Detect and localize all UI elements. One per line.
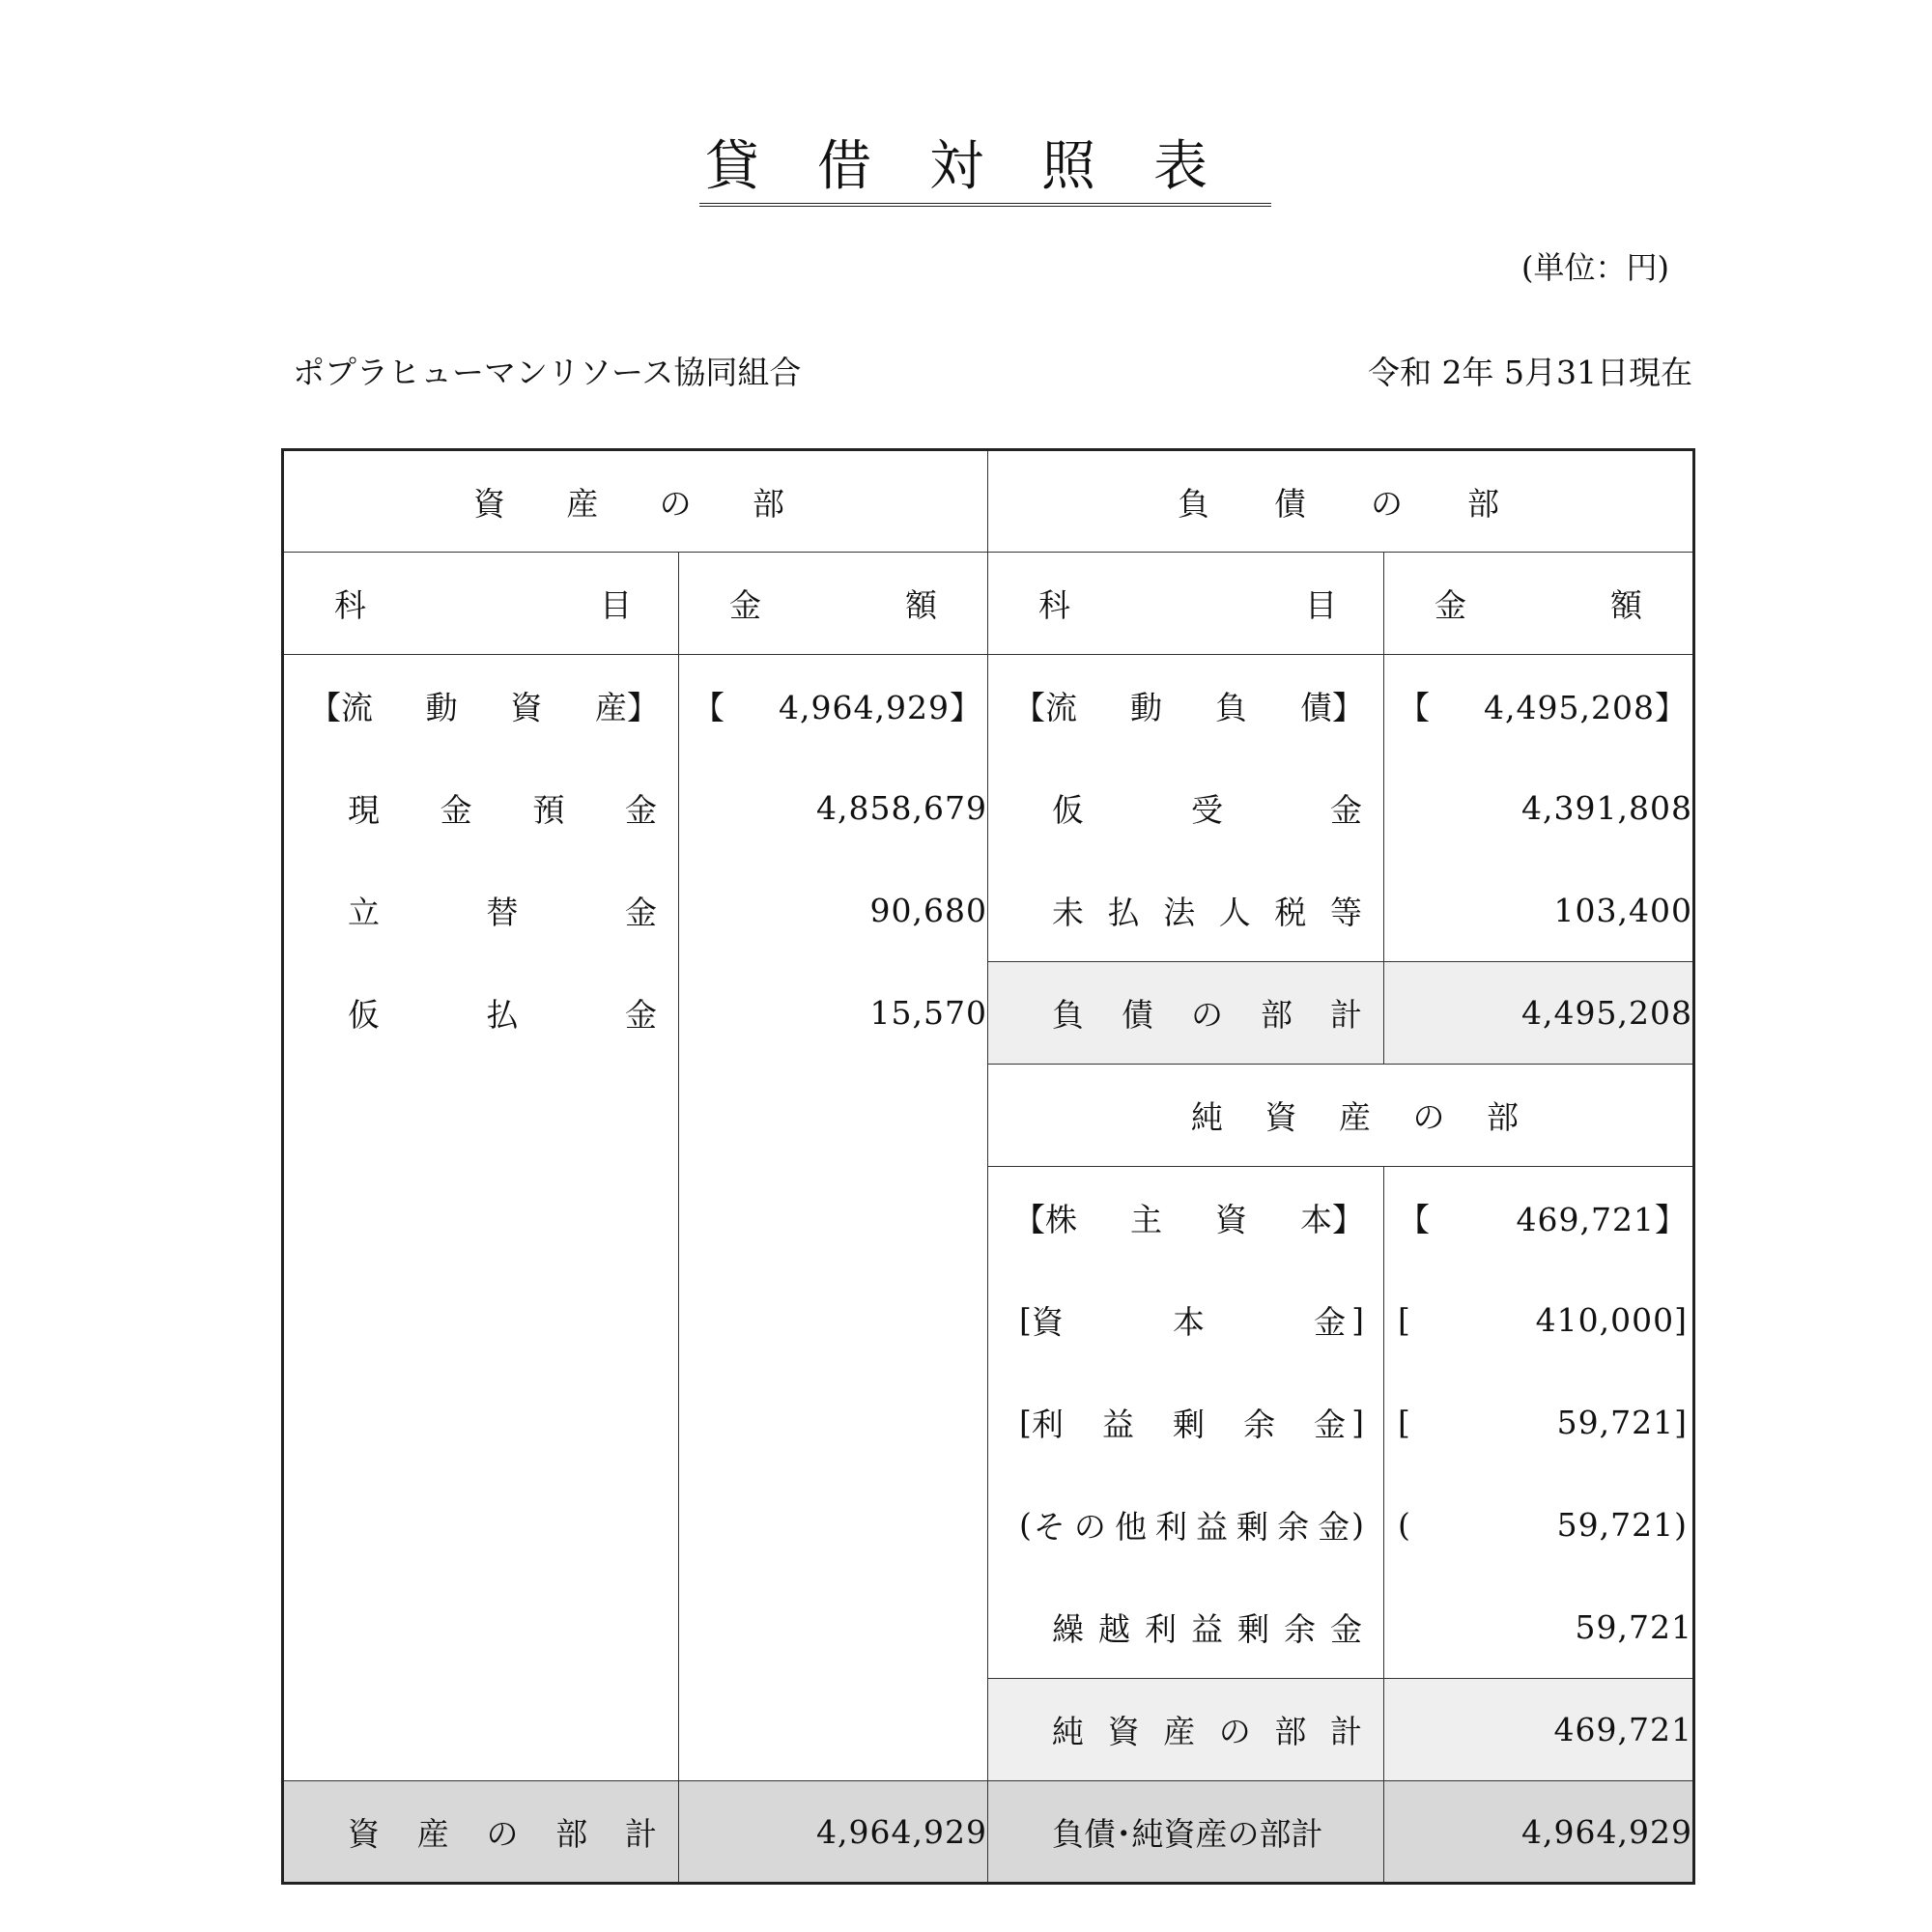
asset-item-cash-amount (679, 757, 988, 860)
company-name: ポプラヒューマンリソース協同組合 (293, 354, 802, 391)
label-char: 金 (625, 894, 657, 931)
spread-label (1045, 683, 1332, 728)
label-char: の (1412, 1098, 1445, 1136)
spread-label (988, 888, 1383, 933)
capital-amount-value: 410,000 (1535, 1301, 1675, 1339)
label-char: 金 (625, 996, 657, 1034)
assets-total-amount (679, 1781, 988, 1884)
assets-empty-cell (283, 1065, 679, 1167)
label-char: 負 (1215, 689, 1247, 727)
spread-label (988, 990, 1383, 1036)
label-char: 余 (1277, 1508, 1310, 1546)
label-char: 利 (1145, 1609, 1177, 1648)
label-char: の (1218, 1713, 1251, 1750)
label-char: 純 (1052, 1713, 1084, 1750)
label-char: そ (1033, 1508, 1065, 1546)
spread-label (988, 785, 1383, 831)
label-char: 部 (1261, 996, 1293, 1034)
spread-label (341, 683, 627, 728)
label-char: 現 (348, 791, 380, 829)
label-char: 産 (566, 484, 599, 523)
paren-close: ) (1351, 1506, 1364, 1544)
current-assets-label (283, 655, 679, 757)
amount-value: 4,964,929 (816, 1812, 987, 1851)
label-char: 仮 (1052, 791, 1084, 829)
spread-label (988, 1707, 1383, 1752)
assets-section-header (283, 450, 988, 553)
current-liabilities-amount-value: 4,495,208 (1484, 689, 1655, 727)
label-char: 流 (341, 689, 373, 727)
other-retained-earnings-amount: ( 59,721) (1398, 1506, 1687, 1544)
liabilities-col-amount-header (1384, 553, 1694, 655)
assets-empty-cell (283, 1372, 679, 1474)
amount-value: 59,721 (1575, 1607, 1692, 1646)
equity-label (988, 1167, 1384, 1269)
as-of-date: 令和 2年 5月31日現在 (1368, 354, 1692, 391)
bracket-open: 【 (693, 689, 724, 727)
current-assets-amount: 【 4,964,929】 (679, 655, 988, 757)
spread-label (284, 785, 678, 831)
spread-label (284, 479, 987, 525)
label-char: 法 (1163, 893, 1196, 931)
label-char: 余 (1284, 1609, 1316, 1648)
label-char: 金 (440, 791, 472, 829)
col-amount-char-2: 額 (905, 586, 937, 624)
label-char: 負 (1052, 996, 1084, 1034)
liability-item-tax-amount (1384, 860, 1694, 962)
label-char: 純 (1191, 1098, 1223, 1136)
document-title-text: 貸借対照表 (699, 124, 1271, 207)
label-char: 部 (555, 1814, 588, 1853)
label-char: 部 (1487, 1098, 1519, 1136)
assets-empty-cell (679, 1474, 988, 1577)
bracket-close: 】 (1332, 1201, 1364, 1239)
bracket-open: [ (1019, 1404, 1032, 1441)
asset-item-advances-amount (679, 860, 988, 962)
label-char: 払 (486, 996, 519, 1034)
label-char: 金 (1330, 791, 1362, 829)
equity-amount: 【 469,721】 (1384, 1167, 1694, 1269)
liabilities-col-item-header (988, 553, 1384, 655)
bracket-open: 【 (1013, 689, 1045, 727)
amount-value: 103,400 (1553, 891, 1692, 929)
spread-label (1045, 1195, 1332, 1240)
label-char: 負 (1178, 484, 1209, 523)
label-char: 流 (1045, 689, 1077, 727)
assets-empty-cell (283, 1474, 679, 1577)
label-char: 産 (1163, 1713, 1196, 1750)
col-item-char-2: 目 (1305, 586, 1337, 624)
bracket-open: [ (1019, 1301, 1032, 1339)
bracket-close: ] (1351, 1301, 1364, 1339)
assets-col-item-header (283, 553, 679, 655)
label-char: 資 (1264, 1098, 1297, 1136)
carried-forward-amount (1384, 1577, 1694, 1679)
liability-item-suspense-amount (1384, 757, 1694, 860)
col-amount-char-2: 額 (1610, 586, 1642, 624)
bracket-open: 【 (1398, 1201, 1430, 1239)
label-char: 等 (1329, 893, 1362, 931)
assets-total-label (283, 1781, 679, 1884)
label-char: 部 (1467, 484, 1499, 523)
bracket-close: 】 (1332, 689, 1364, 727)
assets-empty-cell (283, 1167, 679, 1269)
asset-item-suspense-payment-amount (679, 962, 988, 1065)
label-char: 金 (1330, 1609, 1362, 1648)
equity-amount-value: 469,721 (1516, 1201, 1655, 1239)
col-amount-char-1: 金 (1435, 586, 1466, 624)
label-char: 利 (1154, 1508, 1187, 1546)
label-char: 繰 (1052, 1609, 1084, 1648)
label-char: 主 (1130, 1201, 1162, 1239)
label-char: 金 (1314, 1303, 1347, 1341)
balance-sheet-table (281, 448, 1695, 1885)
col-item-char-1: 科 (334, 586, 366, 624)
label-char: 資 (1215, 1201, 1247, 1239)
capital-label (988, 1269, 1384, 1372)
liabilities-total-amount (1384, 962, 1694, 1065)
assets-col-amount-header (679, 553, 988, 655)
label-char: 資 (1107, 1713, 1140, 1750)
assets-empty-cell (283, 1269, 679, 1372)
col-amount-char-1: 金 (729, 586, 761, 624)
label-char: 越 (1098, 1609, 1130, 1648)
bracket-close: ] (1351, 1404, 1364, 1441)
label-char: 余 (1243, 1406, 1276, 1443)
label-char: 人 (1218, 893, 1251, 931)
liabilities-section-header (988, 450, 1694, 553)
carried-forward-label (988, 1577, 1384, 1679)
retained-earnings-amount: [ 59,721] (1398, 1404, 1687, 1441)
liability-item-tax-label (988, 860, 1384, 962)
assets-empty-cell (679, 1065, 988, 1167)
label-char: 動 (425, 689, 458, 727)
grand-total-label: 負債･純資産の部計 (988, 1781, 1384, 1884)
label-char: 債 (1300, 689, 1332, 727)
label-char: 債 (1122, 996, 1153, 1034)
spread-label (284, 888, 678, 933)
asset-item-cash-label (283, 757, 679, 860)
amount-value: 4,391,808 (1521, 789, 1692, 827)
spread-label (284, 990, 678, 1036)
col-item-char-2: 目 (600, 586, 632, 624)
label-char: 本 (1300, 1201, 1332, 1239)
bracket-open: [ (1398, 1301, 1410, 1339)
col-item-char-1: 科 (1038, 586, 1070, 624)
paren-open: ( (1398, 1506, 1410, 1544)
current-liabilities-amount: 【 4,495,208】 (1384, 655, 1694, 757)
label-char: 資 (348, 1814, 380, 1853)
bracket-close: 】 (627, 689, 659, 727)
paren-open: ( (1019, 1506, 1032, 1544)
bracket-open: [ (1398, 1404, 1410, 1441)
capital-amount: [ 410,000] (1398, 1301, 1687, 1339)
label-char: 金 (624, 791, 657, 829)
label-char: 剰 (1236, 1508, 1269, 1546)
label-char: 払 (1107, 893, 1140, 931)
label-char: の (1371, 484, 1403, 523)
liability-item-suspense-label (988, 757, 1384, 860)
assets-empty-cell (679, 1372, 988, 1474)
other-retained-earnings-amount-value: 59,721 (1556, 1506, 1675, 1544)
net-assets-total-amount (1384, 1679, 1694, 1781)
label-char: 剰 (1173, 1406, 1205, 1443)
assets-empty-cell (679, 1679, 988, 1781)
net-assets-total-label (988, 1679, 1384, 1781)
label-char: 益 (1196, 1508, 1228, 1546)
spread-label (284, 1809, 678, 1855)
spread-label (988, 479, 1692, 525)
label-char: 計 (1330, 996, 1362, 1034)
retained-earnings-amount-value: 59,721 (1556, 1404, 1675, 1441)
document-title (580, 124, 1333, 207)
label-char: 預 (532, 791, 565, 829)
label-char: 産 (416, 1814, 449, 1853)
grand-total-amount (1384, 1781, 1694, 1884)
label-char: 債 (1274, 484, 1306, 523)
assets-empty-cell (679, 1269, 988, 1372)
label-char: 産 (1339, 1098, 1371, 1136)
label-char: 仮 (348, 996, 380, 1034)
other-retained-earnings-label (988, 1474, 1384, 1577)
spread-label (1032, 1400, 1351, 1445)
label-char: 部 (1274, 1713, 1307, 1750)
unit-label: (単位：円) (1521, 249, 1669, 286)
spread-label (988, 1093, 1692, 1138)
asset-item-suspense-payment-label (283, 962, 679, 1065)
bracket-open: 【 (309, 689, 341, 727)
label-char: 部 (752, 484, 784, 523)
retained-earnings-label (988, 1372, 1384, 1474)
label-char: 金 (1314, 1406, 1347, 1443)
current-liabilities-label (988, 655, 1384, 757)
label-char: 計 (625, 1814, 657, 1853)
amount-value: 469,721 (1553, 1711, 1692, 1748)
assets-empty-cell (283, 1577, 679, 1679)
label-char: 利 (1031, 1406, 1064, 1443)
label-char: 立 (348, 894, 380, 931)
label-char: の (659, 484, 692, 523)
spread-label (988, 1605, 1383, 1650)
label-char: の (1073, 1508, 1106, 1546)
assets-empty-cell (283, 1679, 679, 1781)
amount-value: 4,858,679 (816, 789, 987, 827)
label-char: 益 (1101, 1406, 1134, 1443)
label-char: 株 (1045, 1201, 1077, 1239)
label-char: 益 (1191, 1609, 1223, 1648)
label-char: 資 (510, 689, 543, 727)
label-char: 資 (1031, 1303, 1064, 1341)
bracket-open: 【 (1398, 689, 1430, 727)
label-char: 他 (1114, 1508, 1147, 1546)
label-char: 本 (1173, 1303, 1205, 1341)
label-char: 資 (473, 484, 505, 523)
current-assets-amount-value: 4,964,929 (779, 689, 950, 727)
label-char: 計 (1329, 1713, 1362, 1750)
assets-empty-cell (679, 1577, 988, 1679)
label-char: 税 (1274, 893, 1307, 931)
amount-value: 4,964,929 (1521, 1812, 1692, 1851)
amount-value: 4,495,208 (1521, 994, 1692, 1032)
liabilities-total-label (988, 962, 1384, 1065)
label-char: 替 (486, 894, 519, 931)
assets-empty-cell (679, 1167, 988, 1269)
label-char: 受 (1191, 791, 1223, 829)
bracket-open: 【 (1013, 1201, 1045, 1239)
asset-item-advances-label (283, 860, 679, 962)
label-char: 剰 (1237, 1609, 1269, 1648)
label-char: 動 (1130, 689, 1162, 727)
label-char: の (486, 1814, 519, 1853)
label-char: 産 (594, 689, 627, 727)
label-char: 未 (1052, 893, 1084, 931)
amount-value: 90,680 (869, 892, 987, 929)
net-assets-section-header (988, 1065, 1694, 1167)
spread-label (1032, 1297, 1351, 1343)
label-char: 金 (1318, 1508, 1350, 1546)
spread-label (1032, 1502, 1351, 1548)
label-char: の (1191, 996, 1223, 1034)
amount-value: 15,570 (869, 994, 987, 1032)
